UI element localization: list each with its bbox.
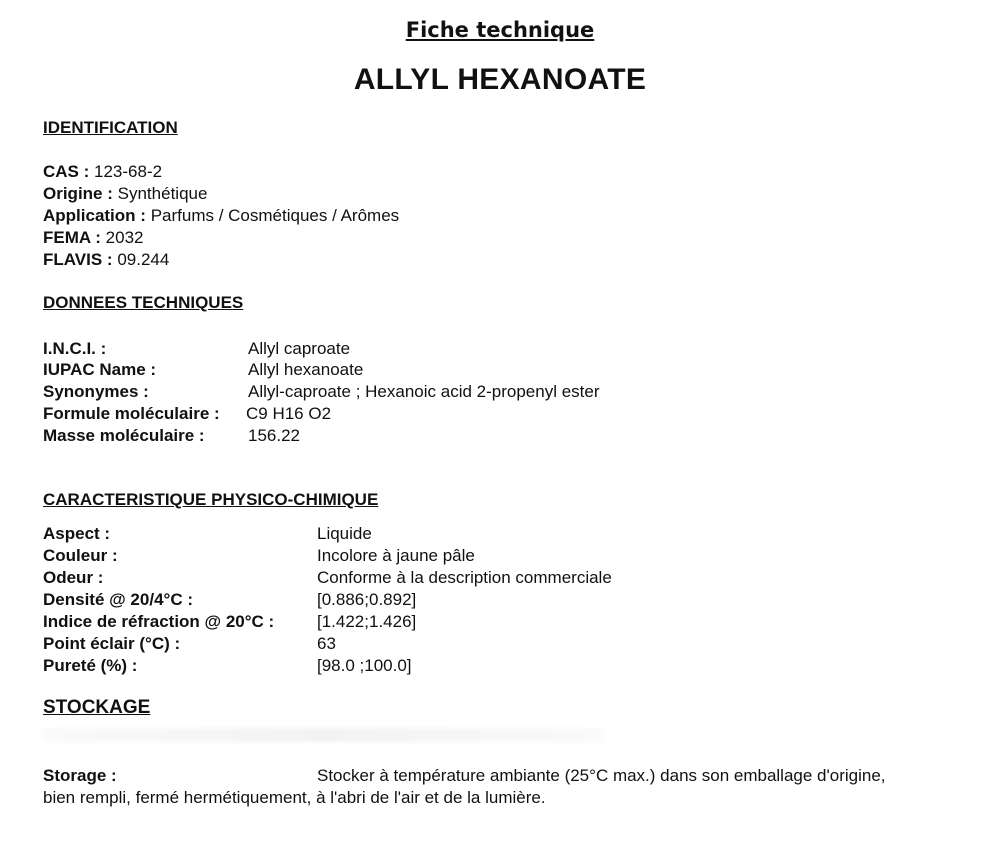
field-label: Aspect :: [43, 524, 111, 543]
field-value: Parfums / Cosmétiques / Arômes: [150, 206, 400, 225]
field-value: 2032: [105, 228, 144, 247]
section-heading-physico: CARACTERISTIQUE PHYSICO-CHIMIQUE: [43, 490, 379, 509]
field-value: Synthétique: [117, 184, 208, 203]
field-label: FLAVIS :: [43, 250, 113, 269]
field-label: Densité @ 20/4°C :: [43, 590, 193, 609]
product-title: ALLYL HEXANOATE: [353, 63, 647, 96]
field-label: Couleur :: [43, 546, 118, 565]
field-label: Point éclair (°C) :: [43, 634, 181, 653]
faded-text-artifact: [43, 728, 603, 742]
field-value: Allyl hexanoate: [248, 360, 364, 379]
field-label: Application :: [43, 206, 146, 225]
field-value: Stocker à température ambiante (25°C max.) dans son emballage d'origine,: [317, 766, 886, 785]
field-value: [98.0 ;100.0]: [317, 656, 412, 675]
field-label: Masse moléculaire :: [43, 426, 205, 445]
section-heading-technical: DONNEES TECHNIQUES: [43, 293, 244, 312]
field-label: Origine :: [43, 184, 113, 203]
field-label: I.N.C.I. :: [43, 339, 107, 358]
identification-row: [43, 249, 169, 271]
field-label: Indice de réfraction @ 20°C :: [43, 612, 275, 631]
field-label: Formule moléculaire :: [43, 404, 220, 423]
field-value: 156.22: [248, 426, 300, 445]
field-value: Liquide: [317, 524, 372, 543]
field-value: C9 H16 O2: [246, 404, 332, 423]
field-label: Storage :: [43, 766, 117, 785]
identification-row: [43, 227, 143, 249]
field-value: Allyl caproate: [248, 339, 351, 358]
field-value: Conforme à la description commerciale: [317, 568, 612, 587]
field-label: Odeur :: [43, 568, 104, 587]
identification-row: [43, 183, 207, 205]
section-heading-storage: STOCKAGE: [43, 697, 151, 718]
field-value: [1.422;1.426]: [317, 612, 417, 631]
section-heading-identification: IDENTIFICATION: [43, 118, 178, 137]
field-value: 09.244: [117, 250, 170, 269]
field-value: Incolore à jaune pâle: [317, 546, 475, 565]
field-label: IUPAC Name :: [43, 360, 157, 379]
identification-row: [43, 161, 162, 183]
field-label: CAS :: [43, 162, 90, 181]
field-label: FEMA :: [43, 228, 101, 247]
field-label: Pureté (%) :: [43, 656, 138, 675]
field-value-continued: bien rempli, fermé hermétiquement, à l'abri de l'air et de la lumière.: [43, 788, 546, 807]
field-value: Allyl-caproate ; Hexanoic acid 2-propenyl ester: [248, 382, 600, 401]
field-label: Synonymes :: [43, 382, 149, 401]
identification-row: [43, 205, 399, 227]
field-value: 63: [317, 634, 336, 653]
field-value: [0.886;0.892]: [317, 590, 417, 609]
field-value: 123-68-2: [94, 162, 163, 181]
document-label: Fiche technique: [405, 18, 595, 42]
